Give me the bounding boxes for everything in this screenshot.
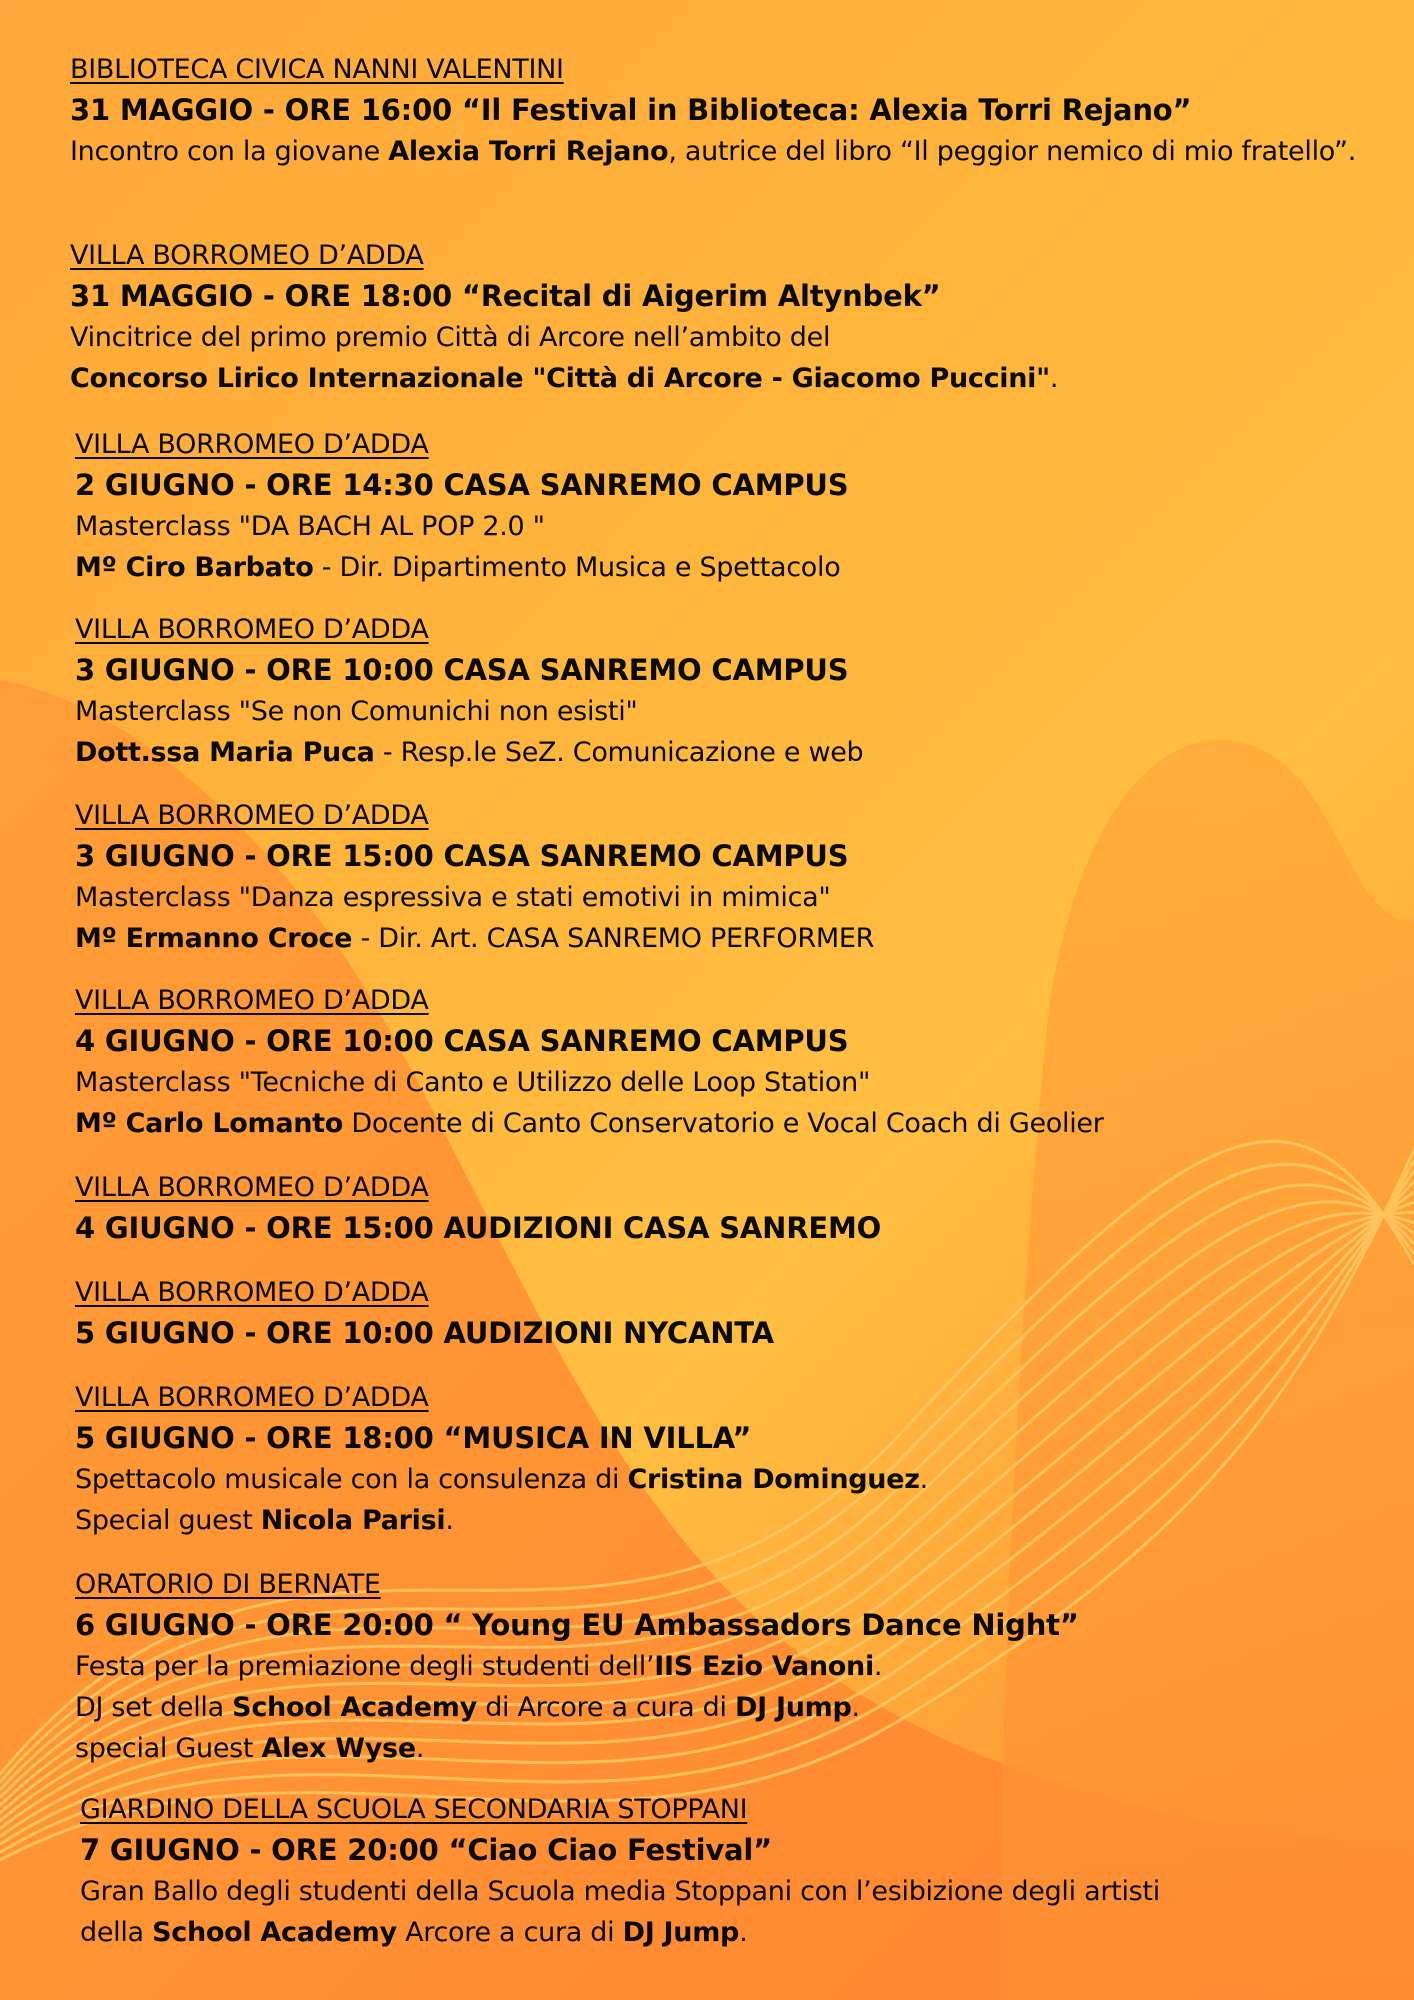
event-venue: GIARDINO DELLA SCUOLA SECONDARIA STOPPANI <box>80 1794 748 1825</box>
event-title: 5 GIUGNO - ORE 18:00 “MUSICA IN VILLA” <box>75 1421 752 1455</box>
event-item <box>80 1790 1380 1953</box>
event-venue: VILLA BORROMEO D’ADDA <box>75 1382 429 1413</box>
event-title: 3 GIUGNO - ORE 10:00 CASA SANREMO CAMPUS <box>75 653 849 687</box>
event-item <box>75 610 1375 773</box>
event-item <box>75 1273 1375 1354</box>
highlighted-name: DJ Jump <box>622 1917 740 1948</box>
event-description-line: Masterclass "DA BACH AL POP 2.0 " <box>75 511 545 542</box>
event-description-line: special Guest Alex Wyse. <box>75 1733 425 1764</box>
highlighted-name: Alex Wyse <box>261 1733 416 1764</box>
event-description-line: Masterclass "Se non Comunichi non esisti" <box>75 696 638 727</box>
highlighted-name: Concorso Lirico Internazionale "Città di Arcore - Giacomo Puccini" <box>70 363 1050 394</box>
event-item <box>70 50 1370 172</box>
highlighted-name: DJ Jump <box>735 1692 852 1723</box>
highlighted-name: IIS Ezio Vanoni <box>654 1651 874 1682</box>
event-description-line: Masterclass "Danza espressiva e stati emotivi in mimica" <box>75 882 831 913</box>
event-venue: VILLA BORROMEO D’ADDA <box>75 800 429 831</box>
event-venue: VILLA BORROMEO D’ADDA <box>75 1172 429 1203</box>
highlighted-name: School Academy <box>152 1917 397 1948</box>
event-description-line: Vincitrice del primo premio Città di Arcore nell’ambito del <box>70 322 831 353</box>
highlighted-name: Cristina Dominguez <box>627 1464 920 1495</box>
event-description-line: Masterclass "Tecniche di Canto e Utilizzo delle Loop Station" <box>75 1067 871 1098</box>
highlighted-name: Mº Carlo Lomanto <box>75 1108 344 1139</box>
event-venue: BIBLIOTECA CIVICA NANNI VALENTINI <box>70 54 564 85</box>
event-venue: ORATORIO DI BERNATE <box>75 1569 381 1600</box>
event-venue: VILLA BORROMEO D’ADDA <box>75 429 429 460</box>
event-description-line: Mº Ermanno Croce - Dir. Art. CASA SANREMO PERFORMER <box>75 923 875 954</box>
event-description-line: Special guest Nicola Parisi. <box>75 1505 454 1536</box>
event-item <box>75 796 1375 959</box>
event-item <box>75 1565 1375 1769</box>
highlighted-name: School Academy <box>232 1692 477 1723</box>
event-description-line: Mº Carlo Lomanto Docente di Canto Conservatorio e Vocal Coach di Geolier <box>75 1108 1104 1139</box>
highlighted-name: Alexia Torri Rejano <box>388 136 669 167</box>
event-title: 31 MAGGIO - ORE 18:00 “Recital di Aigerim Altynbek” <box>70 279 941 313</box>
event-description-line: della School Academy Arcore a cura di DJ Jump. <box>80 1917 748 1948</box>
highlighted-name: Dott.ssa Maria Puca <box>75 737 375 768</box>
event-venue: VILLA BORROMEO D’ADDA <box>70 240 424 271</box>
event-item <box>75 981 1375 1144</box>
event-item <box>75 1378 1375 1541</box>
event-description-line: Gran Ballo degli studenti della Scuola media Stoppani con l’esibizione degli artisti <box>80 1876 1160 1907</box>
event-title: 7 GIUGNO - ORE 20:00 “Ciao Ciao Festival” <box>80 1833 772 1867</box>
event-venue: VILLA BORROMEO D’ADDA <box>75 1277 429 1308</box>
event-description-line: Concorso Lirico Internazionale "Città di Arcore - Giacomo Puccini". <box>70 363 1059 394</box>
event-title: 3 GIUGNO - ORE 15:00 CASA SANREMO CAMPUS <box>75 839 849 873</box>
event-item <box>75 425 1375 588</box>
event-venue: VILLA BORROMEO D’ADDA <box>75 614 429 645</box>
highlighted-name: Mº Ciro Barbato <box>75 552 314 583</box>
event-title: 6 GIUGNO - ORE 20:00 “ Young EU Ambassadors Dance Night” <box>75 1608 1079 1642</box>
highlighted-name: Nicola Parisi <box>260 1505 446 1536</box>
event-venue: VILLA BORROMEO D’ADDA <box>75 985 429 1016</box>
event-description-line: Dott.ssa Maria Puca - Resp.le SeZ. Comunicazione e web <box>75 737 864 768</box>
event-description-line: Incontro con la giovane Alexia Torri Rejano, autrice del libro “Il peggior nemico di mio fratello”. <box>70 136 1356 167</box>
event-title: 4 GIUGNO - ORE 15:00 AUDIZIONI CASA SANREMO <box>75 1211 882 1245</box>
event-description-line: Spettacolo musicale con la consulenza di Cristina Dominguez. <box>75 1464 928 1495</box>
event-description-line: DJ set della School Academy di Arcore a cura di DJ Jump. <box>75 1692 860 1723</box>
event-description-line: Festa per la premiazione degli studenti dell’IIS Ezio Vanoni. <box>75 1651 883 1682</box>
event-title: 4 GIUGNO - ORE 10:00 CASA SANREMO CAMPUS <box>75 1024 849 1058</box>
event-item <box>70 236 1370 399</box>
event-item <box>75 1168 1375 1249</box>
event-title: 2 GIUGNO - ORE 14:30 CASA SANREMO CAMPUS <box>75 468 849 502</box>
event-description-line: Mº Ciro Barbato - Dir. Dipartimento Musica e Spettacolo <box>75 552 841 583</box>
event-title: 5 GIUGNO - ORE 10:00 AUDIZIONI NYCANTA <box>75 1316 774 1350</box>
event-title: 31 MAGGIO - ORE 16:00 “Il Festival in Biblioteca: Alexia Torri Rejano” <box>70 93 1192 127</box>
highlighted-name: Mº Ermanno Croce <box>75 923 353 954</box>
